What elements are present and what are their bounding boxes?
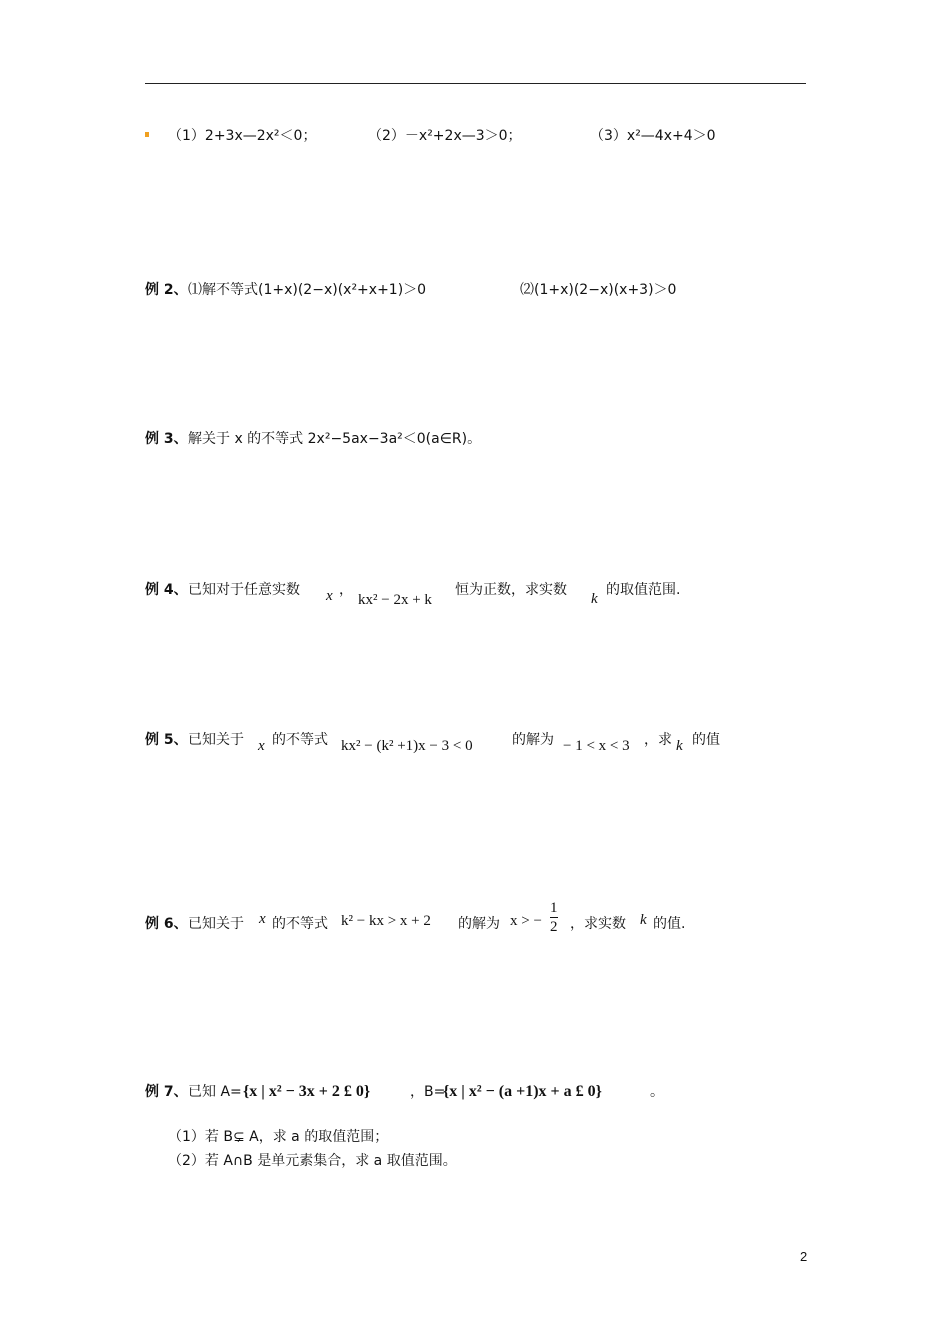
ex6-label: 例 6、 (145, 916, 188, 932)
ex5-text-1: 已知关于 (188, 732, 244, 748)
ex5-text-5: 的值 (692, 732, 720, 748)
ex6-frac-den: 2 (550, 919, 558, 935)
ex5-label: 例 5、 (145, 732, 188, 748)
ex4-math-expr: kx² − 2x + k (358, 592, 432, 608)
ex5-math-k: k (676, 738, 683, 754)
ex4-label: 例 4、 (145, 582, 188, 598)
ex7-text-3: 。 (650, 1084, 664, 1100)
header-rule (145, 83, 806, 84)
ex4-text-3: 恒为正数，求实数 (455, 582, 567, 598)
ex5-text-2: 的不等式 (272, 732, 328, 748)
ex6-math-lhs: x > − (510, 913, 542, 929)
ex5-math-range: − 1 < x < 3 (563, 738, 630, 754)
ex6-text-2: 的不等式 (272, 916, 328, 932)
ex6-fraction (550, 899, 558, 936)
ex4-text-4: 的取值范围. (606, 582, 681, 598)
ex7-set-a: {x | x² − 3x + 2 £ 0} (243, 1083, 371, 1100)
ex6-math-ineq: k² − kx > x + 2 (341, 913, 431, 929)
ex5-text-3: 的解为 (512, 732, 554, 748)
ex2-part1: ⑴解不等式(1+x)(2−x)(x²+x+1)＞0 (188, 282, 427, 298)
ex5-text-4: ，求 (644, 732, 672, 748)
ex7-set-b: {x | x² − (a +1)x + a £ 0} (443, 1083, 602, 1100)
ex6-math-k: k (640, 912, 647, 928)
ex5-math-x: x (258, 738, 265, 754)
page-number: 2 (800, 1249, 808, 1264)
ex1-part3: （3）x²—4x+4＞0 (590, 128, 716, 144)
ex4-math-x: x (326, 588, 333, 604)
ex7-question-1: （1）若 B⊊ A，求 a 的取值范围； (168, 1129, 389, 1145)
ex6-text-3: 的解为 (458, 916, 500, 932)
ex6-math-x: x (259, 911, 266, 927)
ex4-text-1: 已知对于任意实数 (188, 582, 300, 598)
ex7-text-2: ，B= (410, 1084, 446, 1100)
ex2-label: 例 2、 (145, 282, 188, 298)
ex7-text-1: 已知 A= (188, 1084, 242, 1100)
ex3-text: 解关于 x 的不等式 2x²−5ax−3a²＜0(a∈R)。 (188, 431, 482, 447)
ex7-label: 例 7、 (145, 1084, 188, 1100)
ex1-part1: （1）2+3x—2x²＜0； (168, 128, 317, 144)
ex3-label: 例 3、 (145, 431, 188, 447)
ex1-part2: （2）－x²+2x—3＞0； (368, 128, 522, 144)
ex5-math-ineq: kx² − (k² +1)x − 3 < 0 (341, 738, 473, 754)
ex4-text-2: ， (339, 582, 353, 598)
ex6-frac-num: 1 (550, 900, 558, 916)
ex4-math-k: k (591, 591, 598, 607)
ex6-text-5: 的值. (653, 916, 686, 932)
ex2-part2: ⑵(1+x)(2−x)(x+3)＞0 (520, 282, 677, 298)
ex6-text-1: 已知关于 (188, 916, 244, 932)
ex6-text-4: ，求实数 (570, 916, 626, 932)
ex7-question-2: （2）若 A∩B 是单元素集合，求 a 取值范围。 (168, 1153, 457, 1169)
bullet-dot (145, 132, 149, 137)
